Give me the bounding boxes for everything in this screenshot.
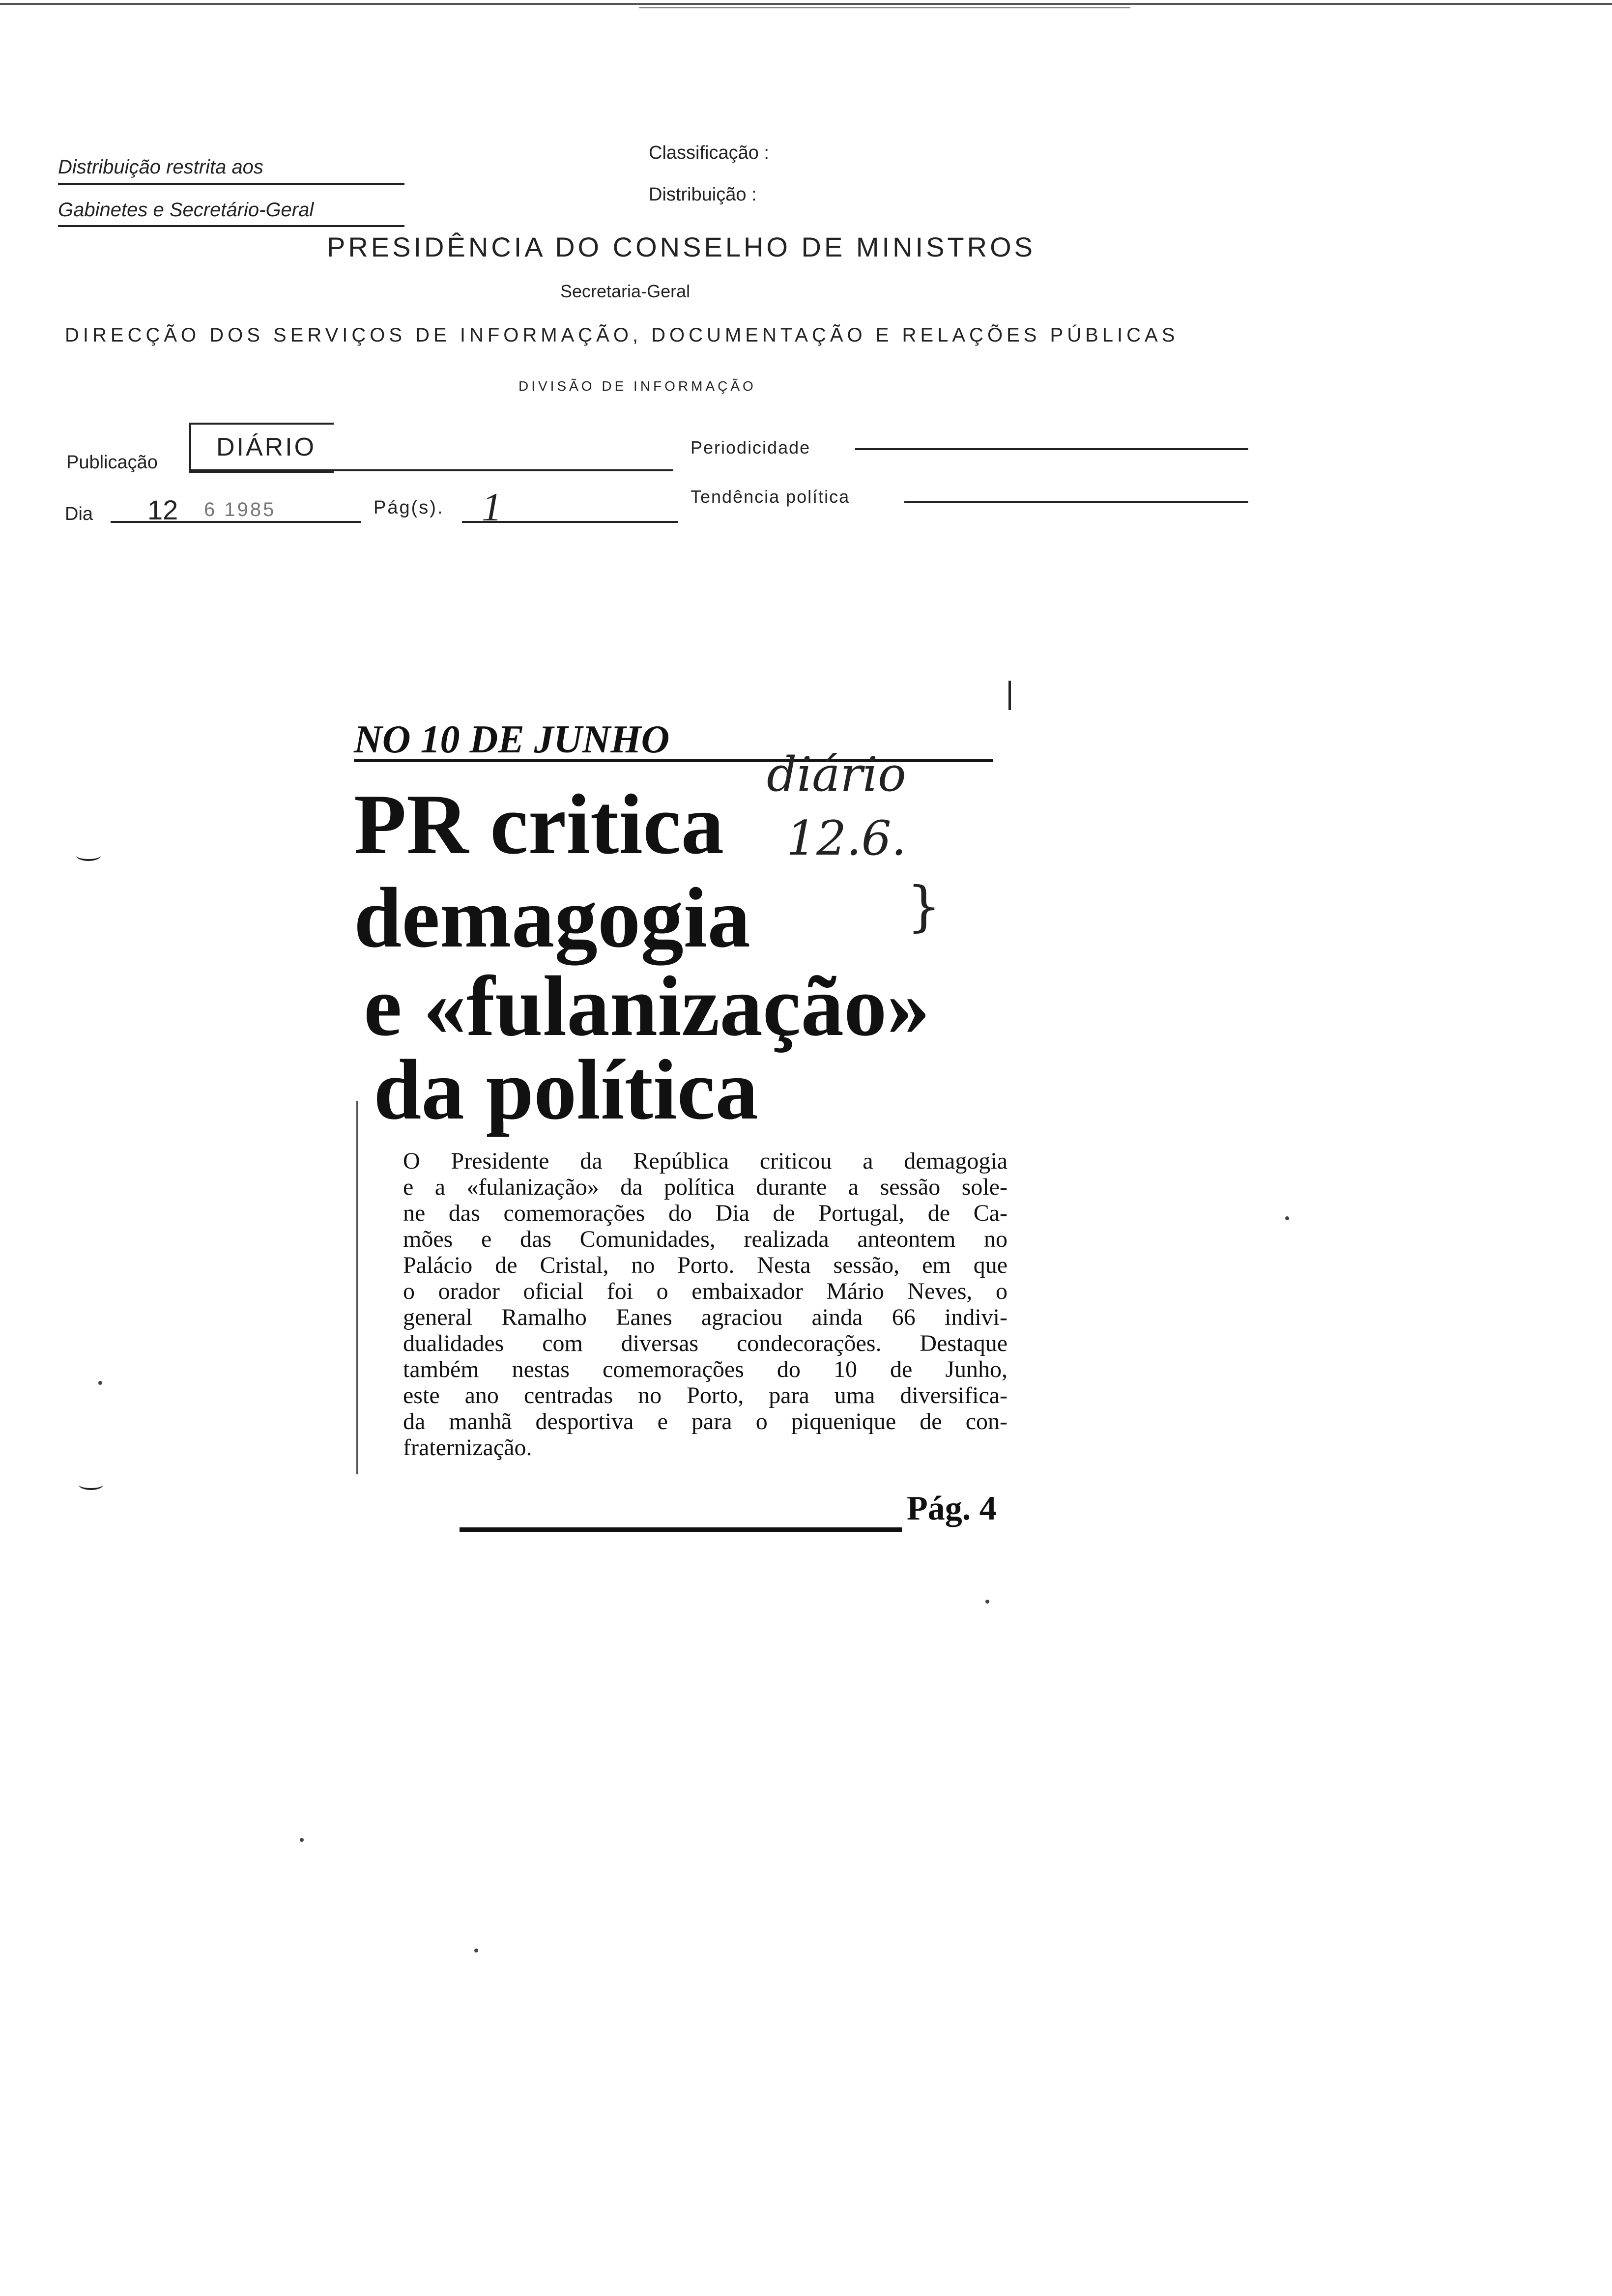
speck [1285, 1216, 1289, 1220]
periodicidade-label: Periodicidade [691, 437, 811, 458]
restricted-underline-1 [58, 183, 404, 185]
margin-tick-mark [1008, 681, 1011, 710]
body-line: ne das comemorações do Dia de Portugal, de Ca- [403, 1200, 1008, 1226]
speck [98, 1381, 102, 1385]
presidency-title: PRESIDÊNCIA DO CONSELHO DE MINISTROS [327, 231, 1036, 262]
page-reference: Pág. 4 [907, 1490, 997, 1527]
body-line: Palácio de Cristal, no Porto. Nesta sessão, em que [403, 1252, 1008, 1278]
handwritten-bracket: } [907, 875, 941, 938]
article-body [403, 1148, 1008, 1460]
dia-label: Dia [65, 504, 93, 524]
column-rule [356, 1101, 358, 1474]
classificacao-label: Classificação : [649, 143, 769, 163]
restricted-line-1: Distribuição restrita aos [58, 156, 263, 178]
speck [985, 1600, 989, 1604]
body-line: e a «fulanização» da política durante a sessão sole- [403, 1174, 1008, 1200]
dia-date-stamp: 6 1985 [204, 499, 276, 520]
pags-label: Pág(s). [374, 497, 444, 518]
headline-line-1: PR critica [354, 776, 724, 872]
article-kicker: NO 10 DE JUNHO [354, 718, 670, 761]
body-line: também nestas comemorações do 10 de Junho, [403, 1356, 1008, 1382]
publicacao-value: DIÁRIO [216, 433, 317, 461]
restricted-line-2: Gabinetes e Secretário-Geral [58, 199, 314, 221]
page-ref-rule [460, 1527, 902, 1532]
pags-underline [462, 521, 678, 523]
distribuicao-label: Distribuição : [649, 184, 757, 205]
publicacao-underline [189, 469, 673, 471]
periodicidade-line [855, 448, 1248, 450]
body-line: fraternização. [403, 1435, 532, 1461]
margin-mark [79, 1479, 103, 1490]
speck [474, 1949, 478, 1952]
top-edge-rule [0, 3, 1612, 5]
handwritten-note-diario: diário [767, 747, 906, 802]
margin-mark [76, 850, 101, 861]
secretaria-geral: Secretaria-Geral [560, 281, 691, 301]
direccao-line: DIRECÇÃO DOS SERVIÇOS DE INFORMAÇÃO, DOCUMENTAÇÃO E RELAÇÕES PÚBLICAS [65, 324, 1179, 346]
publicacao-label: Publicação [66, 452, 158, 473]
speck [300, 1838, 304, 1842]
body-line: O Presidente da República criticou a demagogia [403, 1148, 1008, 1174]
pags-value: 1 [482, 485, 502, 529]
body-line: dualidades com diversas condecorações. Destaque [403, 1330, 1008, 1356]
tendencia-line [904, 501, 1248, 503]
body-line: o orador oficial foi o embaixador Mário Neves, o [403, 1278, 1008, 1304]
headline-line-3: e «fulanização» [364, 958, 930, 1054]
headline-line-4: da política [374, 1042, 758, 1137]
handwritten-note-date: 12.6. [786, 811, 907, 866]
restricted-underline-2 [58, 225, 404, 227]
body-line: general Ramalho Eanes agraciou ainda 66 indivi- [403, 1304, 1008, 1330]
dia-value: 12 [147, 494, 178, 525]
top-edge-rule-2 [639, 7, 1130, 8]
divisao-line: DIVISÃO DE INFORMAÇÃO [518, 378, 756, 394]
body-line: da manhã desportiva e para o piquenique de con- [403, 1408, 1008, 1435]
body-line: este ano centradas no Porto, para uma diversifica- [403, 1382, 1008, 1408]
body-line: mões e das Comunidades, realizada anteontem no [403, 1226, 1008, 1252]
tendencia-label: Tendência política [691, 487, 850, 507]
headline-line-2: demagogia [354, 870, 750, 965]
dia-underline [111, 521, 361, 523]
